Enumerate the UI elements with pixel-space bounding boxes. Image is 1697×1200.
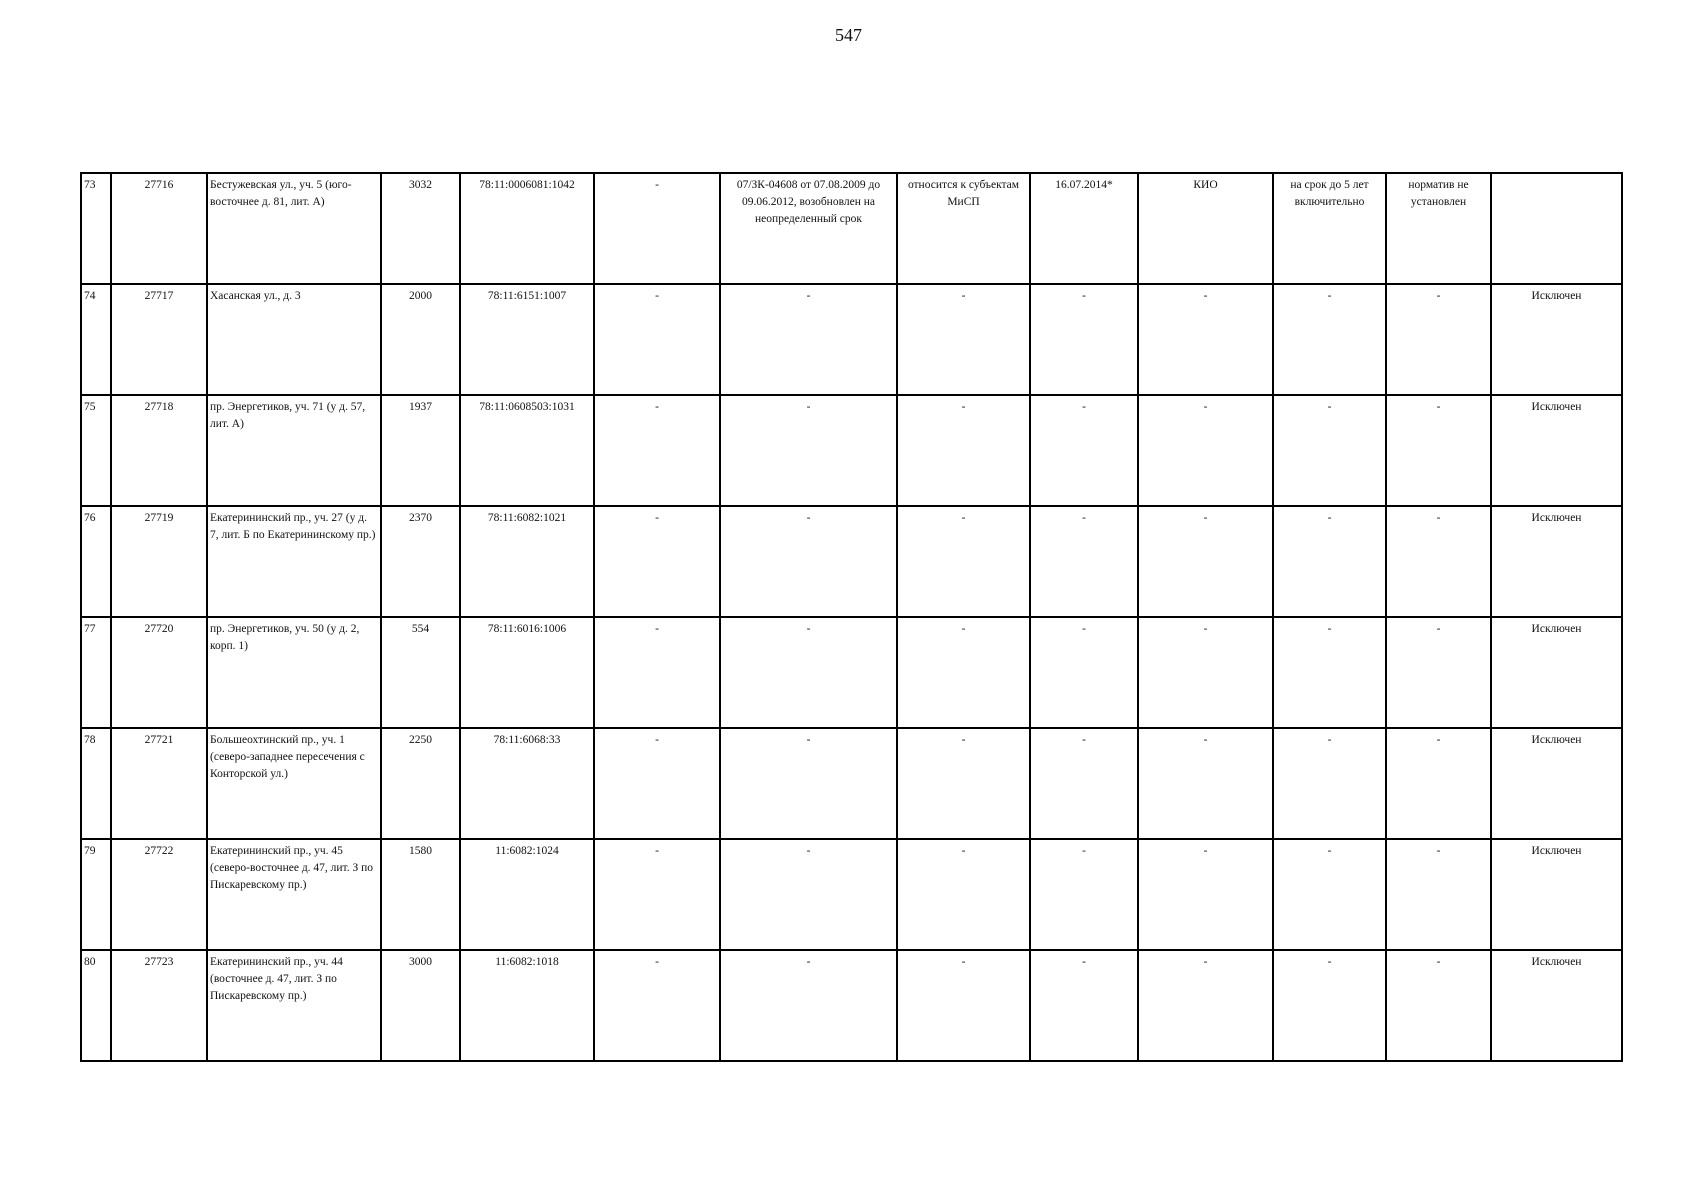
authority: -: [1138, 950, 1273, 1061]
encumbrance: -: [594, 395, 720, 506]
lease-agreement: -: [720, 284, 897, 395]
lease-term: -: [1273, 728, 1386, 839]
authority: -: [1138, 839, 1273, 950]
sme-status: -: [897, 728, 1030, 839]
table-row: [81, 173, 1622, 284]
cadastral-number: 78:11:6082:1021: [460, 506, 594, 617]
address: Екатерининский пр., уч. 27 (у д. 7, лит. Б по Екатерининскому пр.): [207, 506, 381, 617]
lease-agreement: -: [720, 839, 897, 950]
inclusion-date: 16.07.2014*: [1030, 173, 1138, 284]
registry-id: 27717: [111, 284, 207, 395]
encumbrance: -: [594, 950, 720, 1061]
table-row: [81, 284, 1622, 395]
lease-term: -: [1273, 950, 1386, 1061]
sme-status: -: [897, 395, 1030, 506]
lease-agreement: -: [720, 506, 897, 617]
lease-agreement: -: [720, 950, 897, 1061]
row-number: 75: [81, 395, 111, 506]
lease-agreement: -: [720, 395, 897, 506]
area: 1937: [381, 395, 460, 506]
lease-term: на срок до 5 лет включительно: [1273, 173, 1386, 284]
table-row: [81, 395, 1622, 506]
standard: норматив не установлен: [1386, 173, 1491, 284]
authority: -: [1138, 395, 1273, 506]
standard: -: [1386, 728, 1491, 839]
row-number: 80: [81, 950, 111, 1061]
status-note: Исключен: [1491, 617, 1622, 728]
registry-id: 27716: [111, 173, 207, 284]
inclusion-date: -: [1030, 950, 1138, 1061]
inclusion-date: -: [1030, 395, 1138, 506]
address: Большеохтинский пр., уч. 1 (северо-западнее пересечения с Конторской ул.): [207, 728, 381, 839]
table-row: [81, 728, 1622, 839]
table-row: [81, 506, 1622, 617]
lease-term: -: [1273, 839, 1386, 950]
inclusion-date: -: [1030, 617, 1138, 728]
encumbrance: -: [594, 728, 720, 839]
sme-status: -: [897, 284, 1030, 395]
registry-id: 27719: [111, 506, 207, 617]
standard: -: [1386, 506, 1491, 617]
land-plot-register-table: [80, 172, 1623, 1062]
authority: -: [1138, 506, 1273, 617]
inclusion-date: -: [1030, 728, 1138, 839]
row-number: 78: [81, 728, 111, 839]
standard: -: [1386, 617, 1491, 728]
lease-term: -: [1273, 395, 1386, 506]
status-note: Исключен: [1491, 284, 1622, 395]
lease-agreement: 07/ЗК-04608 от 07.08.2009 до 09.06.2012, возобновлен на неопределенный срок: [720, 173, 897, 284]
cadastral-number: 78:11:6016:1006: [460, 617, 594, 728]
lease-agreement: -: [720, 728, 897, 839]
area: 2000: [381, 284, 460, 395]
lease-term: -: [1273, 506, 1386, 617]
standard: -: [1386, 395, 1491, 506]
encumbrance: -: [594, 506, 720, 617]
encumbrance: -: [594, 173, 720, 284]
standard: -: [1386, 284, 1491, 395]
authority: КИО: [1138, 173, 1273, 284]
area: 2250: [381, 728, 460, 839]
registry-id: 27722: [111, 839, 207, 950]
area: 1580: [381, 839, 460, 950]
lease-term: -: [1273, 284, 1386, 395]
row-number: 76: [81, 506, 111, 617]
table-row: [81, 617, 1622, 728]
standard: -: [1386, 839, 1491, 950]
sme-status: относится к субъектам МиСП: [897, 173, 1030, 284]
status-note: Исключен: [1491, 950, 1622, 1061]
status-note: Исключен: [1491, 506, 1622, 617]
cadastral-number: 11:6082:1024: [460, 839, 594, 950]
authority: -: [1138, 284, 1273, 395]
row-number: 74: [81, 284, 111, 395]
address: Екатерининский пр., уч. 45 (северо-восточнее д. 47, лит. З по Пискаревскому пр.): [207, 839, 381, 950]
area: 3000: [381, 950, 460, 1061]
authority: -: [1138, 728, 1273, 839]
lease-agreement: -: [720, 617, 897, 728]
status-note: Исключен: [1491, 395, 1622, 506]
address: пр. Энергетиков, уч. 50 (у д. 2, корп. 1): [207, 617, 381, 728]
status-note: Исключен: [1491, 839, 1622, 950]
area: 3032: [381, 173, 460, 284]
encumbrance: -: [594, 839, 720, 950]
address: пр. Энергетиков, уч. 71 (у д. 57, лит. А): [207, 395, 381, 506]
address: Екатерининский пр., уч. 44 (восточнее д. 47, лит. З по Пискаревскому пр.): [207, 950, 381, 1061]
cadastral-number: 78:11:6068:33: [460, 728, 594, 839]
address: Бестужевская ул., уч. 5 (юго-восточнее д. 81, лит. А): [207, 173, 381, 284]
registry-id: 27721: [111, 728, 207, 839]
inclusion-date: -: [1030, 284, 1138, 395]
status-note: [1491, 173, 1622, 284]
address: Хасанская ул., д. 3: [207, 284, 381, 395]
sme-status: -: [897, 506, 1030, 617]
row-number: 73: [81, 173, 111, 284]
table-row: [81, 950, 1622, 1061]
sme-status: -: [897, 839, 1030, 950]
registry-id: 27720: [111, 617, 207, 728]
row-number: 79: [81, 839, 111, 950]
area: 2370: [381, 506, 460, 617]
inclusion-date: -: [1030, 506, 1138, 617]
registry-id: 27723: [111, 950, 207, 1061]
register-body: [81, 173, 1622, 1061]
lease-term: -: [1273, 617, 1386, 728]
table-row: [81, 839, 1622, 950]
encumbrance: -: [594, 617, 720, 728]
sme-status: -: [897, 617, 1030, 728]
cadastral-number: 78:11:0608503:1031: [460, 395, 594, 506]
row-number: 77: [81, 617, 111, 728]
encumbrance: -: [594, 284, 720, 395]
standard: -: [1386, 950, 1491, 1061]
inclusion-date: -: [1030, 839, 1138, 950]
cadastral-number: 11:6082:1018: [460, 950, 594, 1061]
page-number: 547: [835, 25, 862, 45]
sme-status: -: [897, 950, 1030, 1061]
cadastral-number: 78:11:6151:1007: [460, 284, 594, 395]
area: 554: [381, 617, 460, 728]
registry-id: 27718: [111, 395, 207, 506]
authority: -: [1138, 617, 1273, 728]
status-note: Исключен: [1491, 728, 1622, 839]
cadastral-number: 78:11:0006081:1042: [460, 173, 594, 284]
